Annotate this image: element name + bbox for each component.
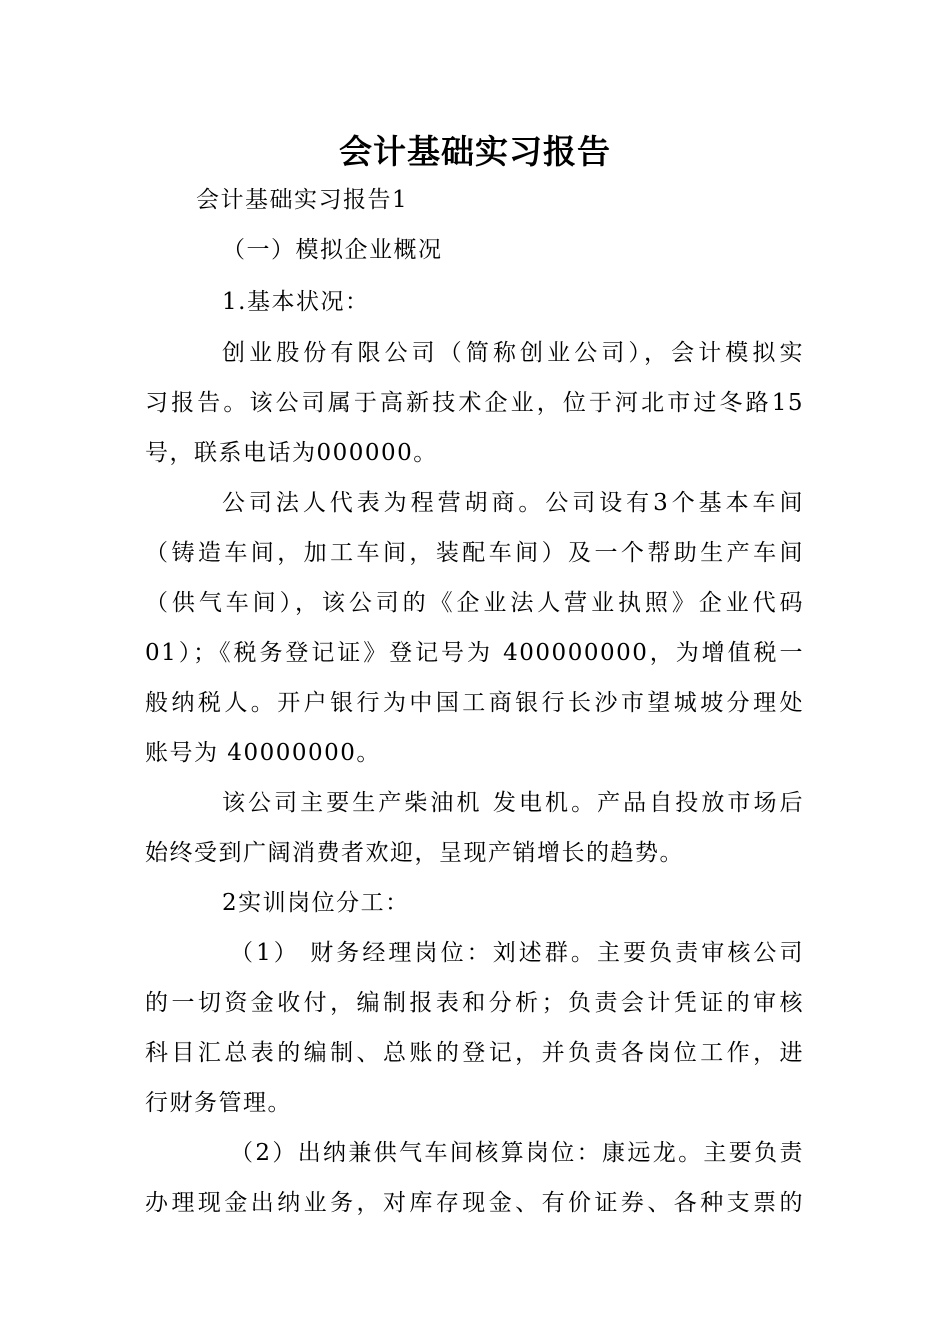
paragraph-line: 始终受到广阔消费者欢迎，呈现产销增长的趋势。: [145, 840, 684, 866]
paragraph-line: （2）出纳兼供气车间核算岗位：康远龙。主要负责: [230, 1140, 804, 1166]
paragraph-line: 01）；《税务登记证》登记号为 400000000，为增值税一: [145, 640, 804, 666]
section-heading-1: 会计基础实习报告1: [196, 187, 409, 213]
paragraph-line: （1） 财务经理岗位：刘述群。主要负责审核公司: [230, 940, 804, 966]
paragraph-line: 办理现金出纳业务，对库存现金、有价证券、各种支票的: [145, 1190, 804, 1216]
paragraph-line: （铸造车间，加工车间，装配车间）及一个帮助生产车间: [145, 540, 804, 566]
paragraph-line: 科目汇总表的编制、总账的登记，并负责各岗位工作，进: [145, 1040, 804, 1066]
item-heading-roles: 2实训岗位分工：: [222, 890, 410, 916]
paragraph-line: 该公司主要生产柴油机 发电机。产品自投放市场后: [222, 790, 804, 816]
paragraph-line: 账号为 40000000。: [145, 740, 381, 766]
paragraph-line: 公司法人代表为程营胡商。公司设有3个基本车间: [222, 490, 804, 516]
paragraph-line: 号，联系电话为000000。: [145, 440, 438, 466]
document-title: 会计基础实习报告: [339, 132, 611, 171]
paragraph-line: 的一切资金收付，编制报表和分析；负责会计凭证的审核: [145, 990, 804, 1016]
paragraph-line: 习报告。该公司属于高新技术企业，位于河北市过冬路15: [145, 390, 804, 416]
paragraph-line: 创业股份有限公司（简称创业公司），会计模拟实: [222, 340, 804, 366]
subsection-heading-1: （一）模拟企业概况: [222, 237, 443, 263]
paragraph-line: 般纳税人。开户银行为中国工商银行长沙市望城坡分理处: [145, 690, 804, 716]
item-heading-basic: 1.基本状况：: [222, 289, 370, 315]
paragraph-line: （供气车间），该公司的《企业法人营业执照》企业代码: [145, 590, 804, 616]
paragraph-line: 行财务管理。: [145, 1090, 292, 1116]
